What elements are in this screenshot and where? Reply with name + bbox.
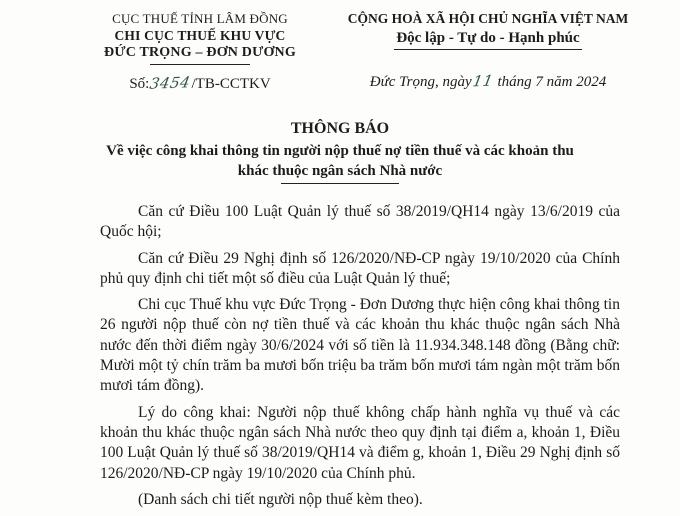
date-day-handwritten: 11: [471, 71, 495, 91]
place-date-line: [338, 72, 638, 91]
paragraph-disclosure-detail: Chi cục Thuế khu vực Đức Trọng - Đơn Dương thực hiện công khai thông tin 26 người nộp thuế còn nợ tiền thuế và các khoản thu khác thuộc ngân sách Nhà nước đến thời điểm ngày 30/6/2024 với số tiền là 11.934.348.148 đồng (Bằng chữ: Mười một tỷ chín trăm ba mươi bốn triệu ba trăm bốn mươi tám ngàn một trăm bốn mươi tám đồng).: [100, 296, 620, 395]
document-number-suffix: /TB-CCTKV: [191, 76, 271, 92]
document-subject-line2: khác thuộc ngân sách Nhà nước: [237, 163, 443, 179]
document-number: [85, 74, 315, 93]
subject-underline-rule: [281, 183, 399, 184]
national-motto: Độc lập - Tự do - Hạnh phúc: [394, 30, 581, 50]
paragraph-attachment-note: (Danh sách chi tiết người nộp thuế kèm theo).: [138, 490, 423, 508]
document-body: [100, 202, 620, 516]
document-title-block: [0, 119, 680, 184]
agency-name-line1: CHI CỤC THUẾ KHU VỰC: [114, 28, 286, 43]
agency-underline-rule: [150, 64, 250, 65]
paragraph-disclosure-reason: Lý do công khai: Người nộp thuế không chấp hành nghĩa vụ thuế và các khoản thu khác thuộc ngân sách Nhà nước theo quy định tại điểm a, khoản 1, Điều 100 Luật Quản lý thuế số 38/2019/QH14 và điểm g, khoản 1, Điều 29 Nghị định số 126/2020/NĐ-CP ngày 19/10/2020 của Chính phủ.: [100, 403, 620, 482]
national-title: CỘNG HOÀ XÃ HỘI CHỦ NGHĨA VIỆT NAM: [347, 11, 629, 26]
document-number-prefix: Số:: [129, 76, 150, 92]
issuing-agency-block: [85, 10, 315, 93]
national-header-block: [338, 10, 638, 91]
document-number-handwritten: 3454: [148, 73, 193, 93]
date-prefix: Đức Trọng, ngày: [369, 74, 472, 90]
date-suffix: tháng 7 năm 2024: [497, 74, 607, 90]
paragraph-legal-basis-1: Căn cứ Điều 100 Luật Quản lý thuế số 38/2019/QH14 ngày 13/6/2019 của Quốc hội;: [100, 203, 620, 241]
agency-name-line2: ĐỨC TRỌNG – ĐƠN DƯƠNG: [104, 45, 296, 60]
parent-agency-name: CỤC THUẾ TỈNH LÂM ĐỒNG: [112, 11, 288, 26]
document-subject-line1: Về việc công khai thông tin người nộp thuế nợ tiền thuế và các khoản thu: [106, 143, 574, 159]
document-title: THÔNG BÁO: [290, 120, 390, 137]
paragraph-legal-basis-2: Căn cứ Điều 29 Nghị định số 126/2020/NĐ-CP ngày 19/10/2020 của Chính phủ quy định chi tiết một số điều của Luật Quản lý thuế;: [100, 249, 620, 287]
